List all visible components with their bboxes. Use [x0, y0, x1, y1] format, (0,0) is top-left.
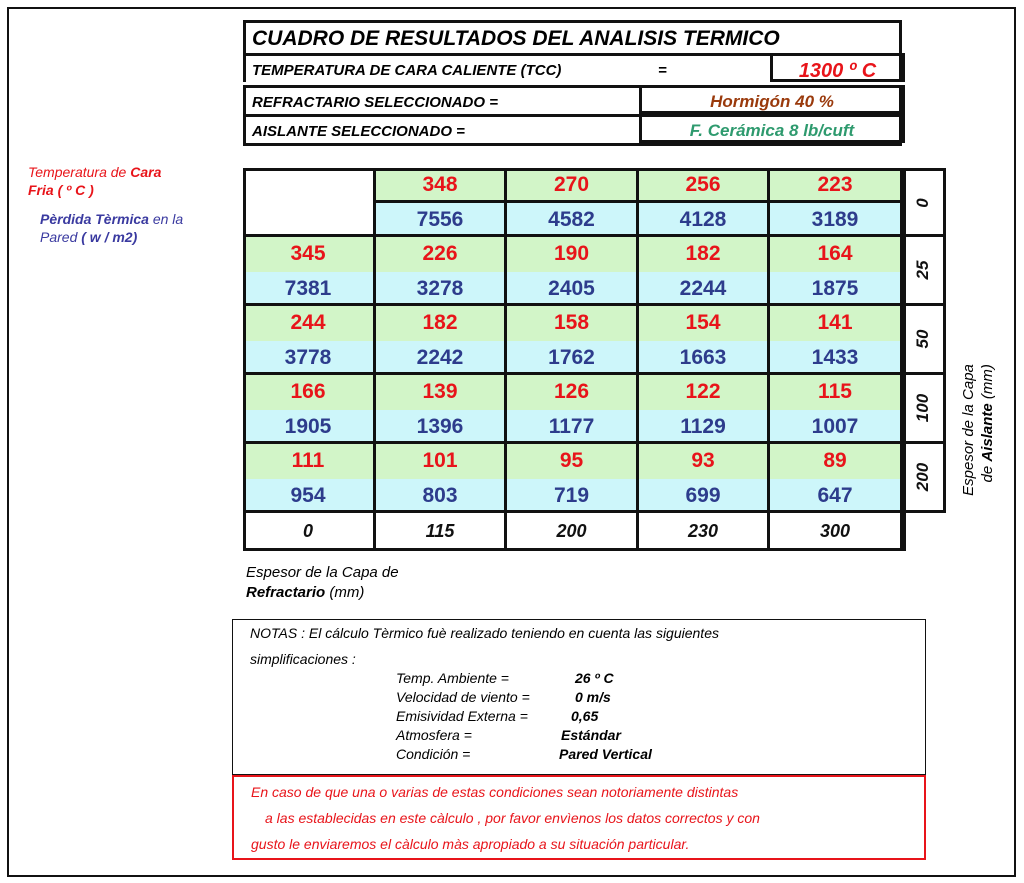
- aislante-thickness-cell: [903, 375, 946, 444]
- loss-cell: 1433: [770, 341, 903, 376]
- loss-legend-unit: ( w / m2): [81, 229, 138, 245]
- aislante-thickness-label: 50: [913, 329, 932, 349]
- refractario-value: Hormigón 40 %: [639, 85, 905, 114]
- temp-cell: 270: [507, 168, 639, 203]
- loss-cell: 4128: [639, 203, 770, 238]
- refractario-thickness-label: 230: [639, 513, 770, 551]
- temp-cell: 348: [376, 168, 507, 203]
- x-axis-label-text: Espesor de la Capa de: [246, 564, 399, 581]
- temp-cell: 154: [639, 306, 770, 341]
- loss-cell: 2405: [507, 272, 639, 307]
- loss-cell: 7556: [376, 203, 507, 238]
- note-item-label: Temp. Ambiente =: [396, 670, 509, 686]
- aislante-thickness-cell: [903, 237, 946, 306]
- note-item-value: 0,65: [571, 708, 599, 724]
- aislante-value: F. Cerámica 8 lb/cuft: [639, 114, 905, 143]
- temp-cell: 166: [243, 375, 376, 410]
- loss-legend-bold: Pèrdida Tèrmica: [40, 211, 149, 227]
- note-item-value: 26 º C: [575, 670, 614, 686]
- aislante-row: [243, 114, 902, 146]
- tcc-row: [243, 53, 902, 82]
- loss-cell: 1762: [507, 341, 639, 376]
- refractario-label: REFRACTARIO SELECCIONADO =: [252, 94, 498, 111]
- loss-cell: 1663: [639, 341, 770, 376]
- note-item-value: 0 m/s: [575, 689, 611, 705]
- loss-cell: 1007: [770, 410, 903, 445]
- temp-cell: 115: [770, 375, 903, 410]
- temp-cell: 223: [770, 168, 903, 203]
- refractario-thickness-label: 200: [507, 513, 639, 551]
- temp-cell: 139: [376, 375, 507, 410]
- aislante-thickness-cell: [903, 306, 946, 375]
- temp-cell: 182: [376, 306, 507, 341]
- note-item-label: Velocidad de viento =: [396, 689, 530, 705]
- refractario-thickness-label: 300: [770, 513, 903, 551]
- loss-cell: 3778: [243, 341, 376, 376]
- loss-cell: 2244: [639, 272, 770, 307]
- loss-legend-text-2: Pared: [40, 229, 82, 245]
- loss-cell: 2242: [376, 341, 507, 376]
- loss-cell: 1396: [376, 410, 507, 445]
- aislante-thickness-label: 0: [913, 197, 932, 208]
- x-axis-label-bold: Refractario: [246, 584, 326, 601]
- note-item-label: Condición =: [396, 746, 471, 762]
- loss-cell: 1905: [243, 410, 376, 445]
- loss-cell: 699: [639, 479, 770, 514]
- temp-cell: 345: [243, 237, 376, 272]
- temp-legend-bold: Cara: [130, 164, 162, 180]
- aislante-thickness-cell: [903, 168, 946, 237]
- temp-legend-unit: Fria ( º C ): [28, 182, 94, 198]
- temp-cell: 89: [770, 444, 903, 479]
- temp-cell: 95: [507, 444, 639, 479]
- temp-legend-text: Temperatura de: [28, 164, 131, 180]
- warning-line-2: a las establecidas en este càlculo , por favor envìenos los datos correctos y con: [265, 810, 760, 826]
- refractario-thickness-label: 115: [376, 513, 507, 551]
- temp-cell: 244: [243, 306, 376, 341]
- loss-cell: 719: [507, 479, 639, 514]
- tcc-label: TEMPERATURA DE CARA CALIENTE (TCC): [252, 62, 562, 79]
- tcc-value: 1300 º C: [770, 53, 905, 82]
- refractario-row: [243, 85, 902, 114]
- warning-line-1: En caso de que una o varias de estas condiciones sean notoriamente distintas: [251, 784, 739, 800]
- warning-line-3: gusto le enviaremos el càlculo màs apropiado a su situación particular.: [251, 836, 690, 852]
- temp-cell: 158: [507, 306, 639, 341]
- loss-cell: 1875: [770, 272, 903, 307]
- temp-cell: 190: [507, 237, 639, 272]
- notes-intro-2: simplificaciones :: [250, 651, 356, 667]
- loss-cell: 3278: [376, 272, 507, 307]
- temp-cell: 141: [770, 306, 903, 341]
- temp-cell: 226: [376, 237, 507, 272]
- notes-box: [232, 619, 926, 775]
- loss-cell: 954: [243, 479, 376, 514]
- temp-cell: 122: [639, 375, 770, 410]
- x-axis-label: [246, 563, 399, 603]
- results-grid: [243, 168, 946, 550]
- y-axis-label-bold: Aislante: [979, 403, 996, 462]
- loss-cell: 4582: [507, 203, 639, 238]
- loss-cell: 1177: [507, 410, 639, 445]
- loss-cell: 3189: [770, 203, 903, 238]
- temp-cell: 111: [243, 444, 376, 479]
- refractario-thickness-label: 0: [243, 513, 376, 551]
- y-axis-label: [948, 320, 1008, 540]
- y-axis-label-unit: (mm): [979, 364, 996, 404]
- aislante-label: AISLANTE SELECCIONADO =: [252, 123, 465, 140]
- temp-legend: [28, 163, 218, 199]
- loss-legend-text: en la: [148, 211, 184, 227]
- note-item-label: Atmosfera =: [396, 727, 472, 743]
- note-item-value: Estándar: [561, 727, 621, 743]
- temp-cell: 182: [639, 237, 770, 272]
- loss-legend: [40, 210, 230, 246]
- note-item-value: Pared Vertical: [559, 746, 652, 762]
- notes-intro-1: NOTAS : El cálculo Tèrmico fuè realizado teniendo en cuenta las siguientes: [250, 625, 719, 641]
- aislante-thickness-label: 25: [913, 260, 932, 280]
- y-axis-label-text: Espesor de la Capa: [960, 364, 977, 496]
- temp-cell: 164: [770, 237, 903, 272]
- warning-box: [232, 775, 926, 860]
- aislante-thickness-label: 100: [913, 393, 932, 423]
- loss-cell: 803: [376, 479, 507, 514]
- corner-cell: [243, 168, 376, 203]
- loss-cell: 7381: [243, 272, 376, 307]
- x-axis-label-unit: (mm): [325, 584, 365, 601]
- loss-cell: 647: [770, 479, 903, 514]
- loss-cell: 1129: [639, 410, 770, 445]
- report-title: CUADRO DE RESULTADOS DEL ANALISIS TERMICO: [243, 20, 902, 53]
- tcc-equals: =: [658, 62, 667, 79]
- temp-cell: 256: [639, 168, 770, 203]
- temp-cell: 126: [507, 375, 639, 410]
- aislante-thickness-cell: [903, 444, 946, 513]
- note-item-label: Emisividad Externa =: [396, 708, 528, 724]
- y-axis-label-prefix: de: [979, 461, 996, 483]
- aislante-thickness-label: 200: [913, 462, 932, 492]
- temp-cell: 93: [639, 444, 770, 479]
- corner-cell: [243, 203, 376, 238]
- temp-cell: 101: [376, 444, 507, 479]
